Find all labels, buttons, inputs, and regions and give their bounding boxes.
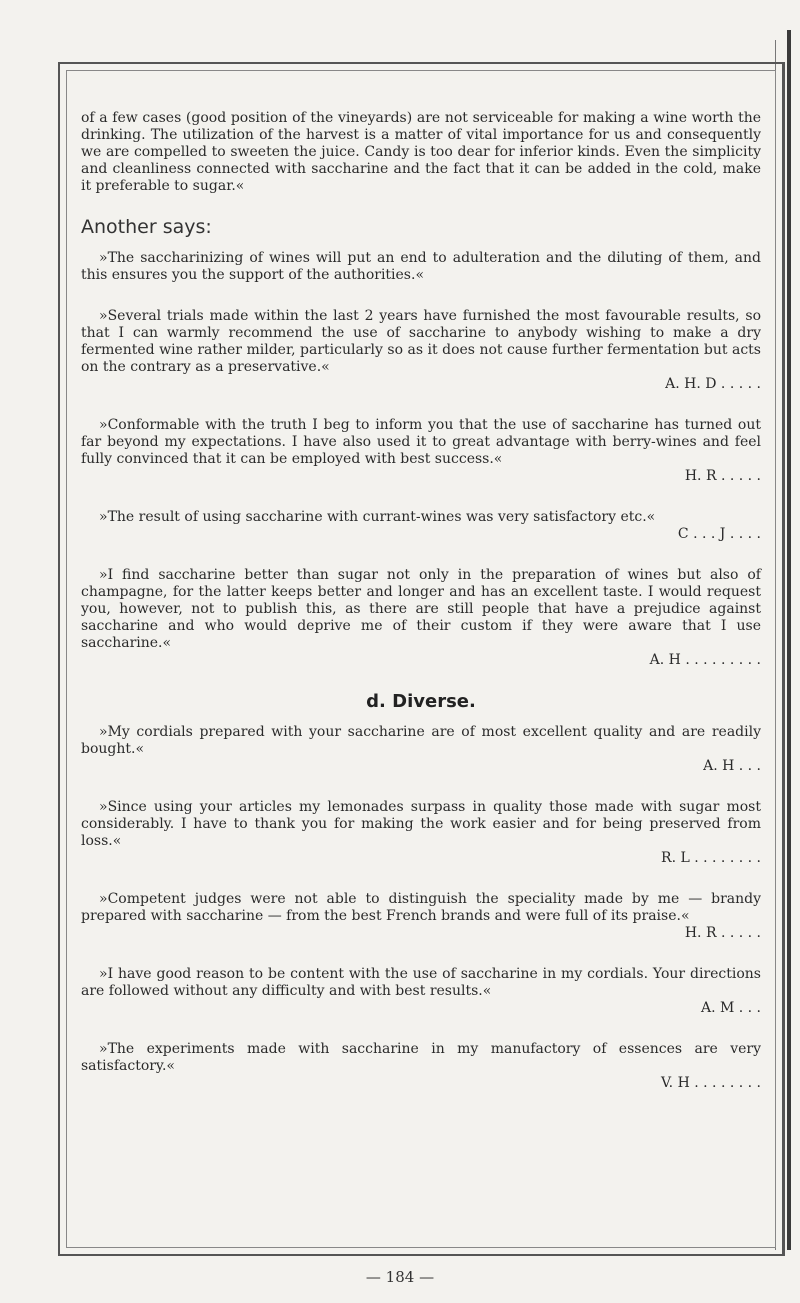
quote-2: »Several trials made within the last 2 years have furnished the most favourable results, so that I can warmly recommend the use of saccharine to anybody wishing to make a dry fermented wine rather milder, particularly so as it does not cause further fermentation but acts on the contrary as a preservative.« bbox=[81, 308, 761, 375]
quote-9: »I have good reason to be content with the use of saccharine in my cordials. Your directions are followed without any difficulty and with best results.« bbox=[81, 966, 761, 999]
quote-6: »My cordials prepared with your saccharine are of most excellent quality and are readily bought.« bbox=[81, 724, 761, 757]
testimonial-7 bbox=[81, 799, 761, 867]
testimonial-4 bbox=[81, 509, 761, 543]
testimonial-8 bbox=[81, 891, 761, 942]
quote-7: »Since using your articles my lemonades surpass in quality those made with sugar most considerably. I have to thank you for making the work easier and for being preserved from loss.« bbox=[81, 799, 761, 849]
page-number: — 184 — bbox=[365, 1268, 435, 1286]
section-heading-diverse: d. Diverse. bbox=[366, 691, 476, 712]
testimonial-2 bbox=[81, 308, 761, 393]
testimonial-3 bbox=[81, 417, 761, 485]
quote-4: »The result of using saccharine with currant-wines was very satisfactory etc.« bbox=[99, 509, 656, 525]
signature-3: H. R . . . . . bbox=[684, 468, 761, 484]
signature-5: A. H . . . . . . . . . bbox=[649, 652, 761, 668]
testimonial-10 bbox=[81, 1041, 761, 1092]
signature-9: A. M . . . bbox=[700, 1000, 761, 1016]
quote-5: »I find saccharine better than sugar not only in the preparation of wines but also of champagne, for the latter keeps better and longer and has an excellent taste. I would request you, however, not to publish this, as there are still people that have a prejudice against saccharine and who would deprive me of their custom if they were aware that I use saccharine.« bbox=[81, 567, 761, 651]
testimonial-6 bbox=[81, 724, 761, 775]
signature-7: R. L . . . . . . . . bbox=[661, 850, 761, 866]
signature-4: C . . . J . . . . bbox=[677, 526, 761, 542]
intro-paragraph: of a few cases (good position of the vineyards) are not serviceable for making a wine worth the drinking. The utilization of the harvest is a matter of vital importance for us and consequently we are compelled to sweeten the juice. Candy is too dear for inferior kinds. Even the simplicity and cleanliness connected with saccharine and the fact that it can be added in the cold, make it preferable to sugar.« bbox=[81, 110, 761, 194]
quote-1: »The saccharinizing of wines will put an end to adulteration and the diluting of them, and this ensures you the support of the authorities.« bbox=[81, 250, 761, 283]
quote-8: »Competent judges were not able to distinguish the speciality made by me — brandy prepared with saccharine — from the best French brands and were full of its praise.« bbox=[81, 891, 761, 924]
signature-6: A. H . . . bbox=[703, 758, 761, 774]
page-edge-shadow bbox=[787, 30, 791, 1250]
page-content bbox=[81, 110, 761, 1116]
signature-8: H. R . . . . . bbox=[684, 925, 761, 941]
quote-3: »Conformable with the truth I beg to inform you that the use of saccharine has turned out far beyond my expectations. I have also used it to great advantage with berry-wines and feel fully convinced that it can be employed with best success.« bbox=[81, 417, 761, 467]
testimonial-9 bbox=[81, 966, 761, 1017]
another-says-heading: Another says: bbox=[81, 216, 212, 238]
signature-2: A. H. D . . . . . bbox=[665, 376, 761, 392]
testimonial-5 bbox=[81, 567, 761, 669]
quote-10: »The experiments made with saccharine in my manufactory of essences are very satisfactory.« bbox=[81, 1041, 761, 1074]
signature-10: V. H . . . . . . . . bbox=[661, 1075, 761, 1091]
